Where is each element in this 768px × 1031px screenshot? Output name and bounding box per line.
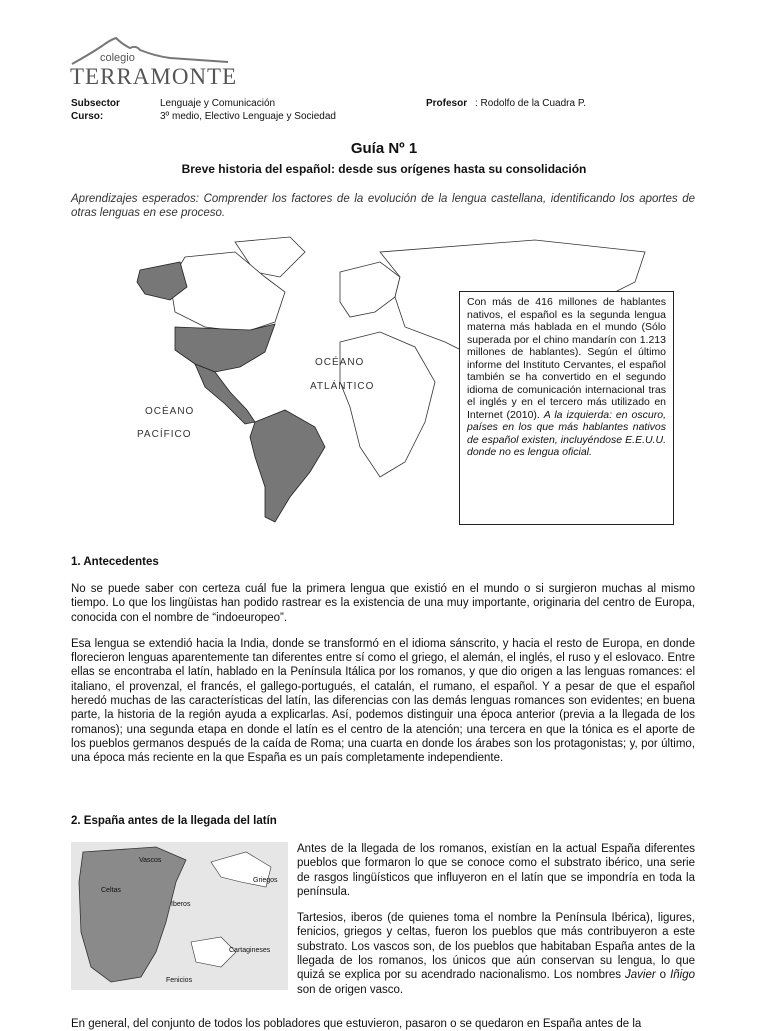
- paragraph: Esa lengua se extendió hacia la India, donde se transformó en el idioma sánscrito, y hacia el resto de Europa, en donde florecieron lenguas aparentemente tan diferentes entre sí como el griego, el alemán, el inglés, el ruso y el eslovaco. Entre ellas se encontraba el latín, hablado en la Península Itálica por los romanos, y que dio origen a las lenguas romances: el italiano, el provenzal, el francés, el gallego-portugués, el catalán, el rumano, el español. Y a pesar de que el español heredó muchas de las características del latín, las diferencias con las demás lenguas romances son evidentes; en buena parte, la historia de la región ayuda a explicarlas. Así, podemos distinguir una época anterior (previa a la llegada de los romanos); una segunda etapa en donde el latín es el centro de la atención; una tercera en que la tónica es el aporte de los pueblos germanos después de la caída de Roma; una cuarta en donde los árabes son los protagonistas; y, por último, una época más reciente en la que España es un país completamente independiente.: [71, 637, 695, 765]
- paragraph-text: son de origen vasco.: [297, 983, 404, 996]
- profesor-value: : Rodolfo de la Cuadra P.: [475, 98, 587, 109]
- section-heading-antecedentes: 1. Antecedentes: [71, 556, 159, 568]
- name-inigo: Iñigo: [670, 969, 696, 982]
- logo-colegio-text: colegio: [100, 52, 135, 64]
- curso-label: Curso:: [71, 111, 104, 122]
- callout-text: Con más de 416 millones de hablantes nativos, el español es la segunda lengua materna más hablada en el mundo (Sólo superada por el chino mandarín con 1.213 millones de hablantes). Según el último informe del Instituto Cervantes, el español también se ha convertido en el segundo idioma de comunicación internacional tras el inglés y en el tercero más utilizado en Internet (2010).: [467, 296, 666, 421]
- section-espana-body: [297, 842, 695, 997]
- label-vascos: Vascos: [139, 857, 162, 864]
- paragraph-text: Tartesios, iberos (de quienes toma el nombre la Península Ibérica), ligures, fenicios, griegos y celtas, fueron los pueblos que más contribuyeron a este substrato. Los vascos son, de los pueblos que habitaban España antes de la llegada de los romanos, los únicos que aún conservan su lengua, lo que quizá se explica por su acendrado nacionalismo. Los nombres: [297, 912, 695, 982]
- callout-italic-caption: A la izquierda: en oscuro, países en los que más hablantes nativos de español existen, incluyéndose E.E.U.U. donde no es lengua oficial.: [467, 408, 666, 458]
- paragraph: Antes de la llegada de los romanos, existían en la actual España diferentes pueblos que formaron lo que se conoce como el substrato ibérico, una serie de rasgos lingüísticos que influyeron en el latín que se impondría en toda la península.: [297, 843, 695, 898]
- ocean-atlantic-label-1: OCÉANO: [315, 357, 365, 368]
- label-celtas: Celtas: [101, 887, 121, 894]
- learning-objectives: Aprendizajes esperados: Comprender los factores de la evolución de la lengua castellana, identificando los aportes de otras lenguas en ese proceso.: [71, 193, 695, 219]
- ocean-pacific-label-2: PACÍFICO: [137, 429, 192, 440]
- label-cartagineses: Cartagineses: [229, 947, 271, 954]
- logo-school-name: TERRAMONTE: [70, 64, 238, 89]
- label-iberos: Iberos: [171, 901, 191, 908]
- page-subtitle: Breve historia del español: desde sus orígenes hasta su consolidación: [181, 162, 587, 176]
- page-title: Guía Nº 1: [350, 140, 418, 157]
- profesor-label: Profesor: [426, 98, 468, 109]
- subsector-value: Lenguaje y Comunicación: [160, 98, 276, 109]
- paragraph: No se puede saber con certeza cuál fue la primera lengua que existió en el mundo o si surgieron muchas al mismo tiempo. Lo que los lingüistas han podido rastrear es la existencia de una muy importante, originaria del centro de Europa, conocida con el nombre de “indoeuropeo”.: [71, 583, 695, 624]
- iberian-peoples-map: [71, 842, 288, 990]
- ocean-pacific-label-1: OCÉANO: [145, 406, 195, 417]
- section-antecedentes-body: [71, 582, 695, 766]
- curso-value: 3º medio, Electivo Lenguaje y Sociedad: [160, 111, 336, 122]
- paragraph-text: o: [655, 969, 671, 982]
- label-griegos: Griegos: [253, 877, 278, 884]
- cut-off-paragraph: En general, del conjunto de todos los pobladores que estuvieron, pasaron o se quedaron en España antes de la: [71, 1018, 642, 1030]
- ocean-atlantic-label-2: ATLÁNTICO: [310, 381, 375, 392]
- label-fenicios: Fenicios: [166, 977, 193, 984]
- school-logo-mountain: [70, 36, 230, 66]
- spanish-speakers-callout: [459, 291, 674, 525]
- section-heading-espana: 2. España antes de la llegada del latín: [71, 815, 277, 827]
- subsector-label: Subsector: [71, 98, 120, 109]
- paragraph: [297, 911, 695, 997]
- name-javier: Javier: [625, 969, 656, 982]
